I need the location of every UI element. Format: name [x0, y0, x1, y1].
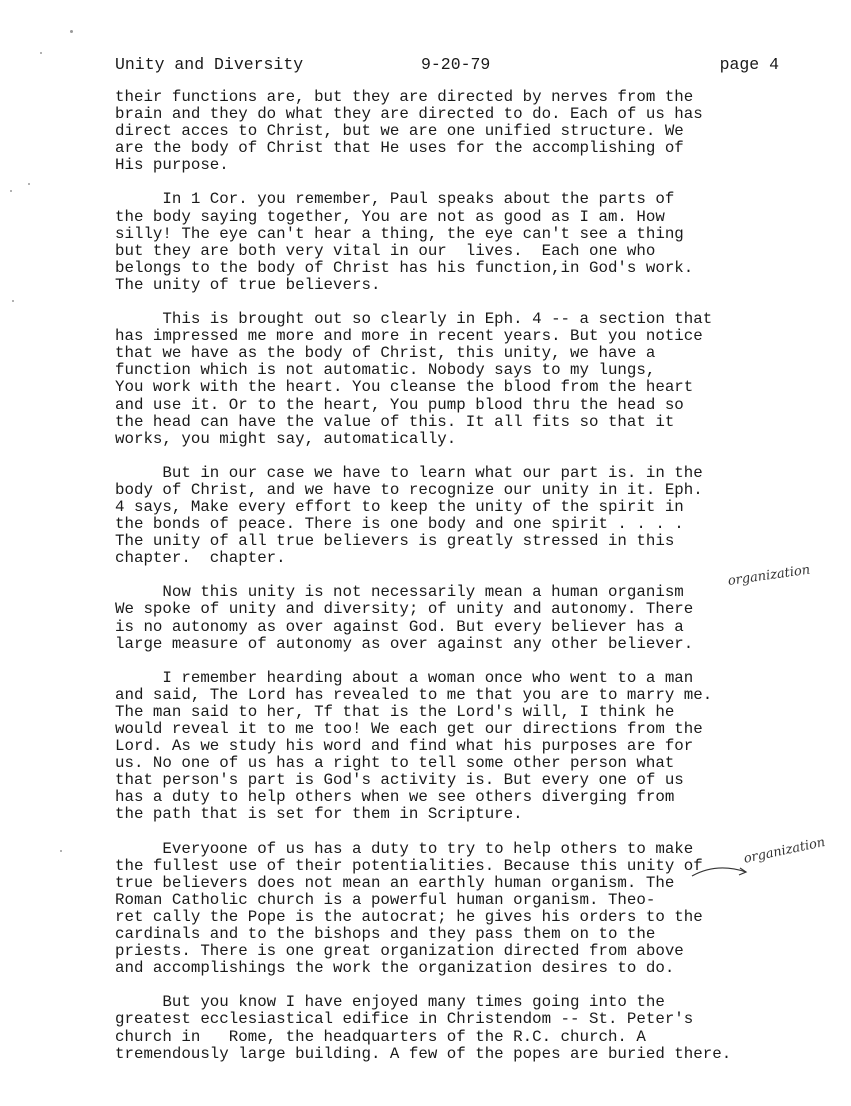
text-line: large measure of autonomy as over against any other believer.: [115, 634, 694, 653]
text-line: priests. There is one great organization directed from above: [115, 942, 684, 961]
text-line: has impressed me more and more in recent years. But you notice: [115, 327, 703, 346]
handwritten-correction: organization: [726, 562, 812, 589]
paragraph: [115, 311, 815, 448]
text-line: has a duty to help others when we see others diverging from: [115, 788, 675, 807]
scan-speck: [60, 850, 62, 852]
text-line: belongs to the body of Christ has his function,in God's work.: [115, 258, 694, 277]
text-line: You work with the heart. You cleanse the blood from the heart: [115, 378, 694, 397]
text-line: church in Rome, the headquarters of the R.C. church. A: [115, 1027, 646, 1046]
paragraph: [115, 191, 815, 294]
text-line: direct acces to Christ, but we are one unified structure. We: [115, 122, 684, 141]
text-line: We spoke of unity and diversity; of unity and autonomy. There: [115, 600, 694, 619]
text-line: His purpose.: [115, 156, 229, 175]
paragraph: [115, 841, 815, 978]
scan-speck: [40, 52, 42, 54]
text-line: greatest ecclesiastical edifice in Christendom -- St. Peter's: [115, 1010, 694, 1029]
text-line: and said, The Lord has revealed to me that you are to marry me.: [115, 685, 713, 704]
text-line: brain and they do what they are directed to do. Each of us has: [115, 105, 703, 124]
text-line: tremendously large building. A few of the popes are buried there.: [115, 1044, 732, 1063]
paragraph: [115, 994, 815, 1062]
text-line: that we have as the body of Christ, this unity, we have a: [115, 344, 656, 363]
text-line: body of Christ, and we have to recognize our unity in it. Eph.: [115, 480, 703, 499]
text-line: the path that is set for them in Scripture.: [115, 805, 523, 824]
handwritten-margin-note: organization: [742, 834, 827, 867]
text-line: the fullest use of their potentialities. Because this unity of: [115, 856, 703, 875]
text-line: Lord. As we study his word and find what his purposes are for: [115, 737, 694, 756]
scan-speck: [70, 30, 73, 33]
text-line: and use it. Or to the heart, You pump blood thru the head so: [115, 395, 684, 414]
text-line: Everyoone of us has a duty to try to help others to make: [115, 839, 694, 858]
text-line: would reveal it to me too! We each get our directions from the: [115, 720, 703, 738]
text-line: their functions are, but they are directed by nerves from the: [115, 88, 694, 106]
text-line: 4 says, Make every effort to keep the unity of the spirit in: [115, 497, 684, 516]
text-line: the bonds of peace. There is one body and one spirit . . . .: [115, 515, 684, 534]
text-line: In 1 Cor. you remember, Paul speaks about the parts of: [115, 190, 675, 209]
text-line: Now this unity is not necessarily mean a human organism: [115, 583, 684, 602]
text-line: is no autonomy as over against God. But every believer has a: [115, 617, 684, 636]
text-line: Roman Catholic church is a powerful human organism. Theo-: [115, 890, 656, 909]
text-line: chapter. chapter.: [115, 549, 286, 568]
text-line: The man said to her, Tf that is the Lord's will, I think he: [115, 702, 675, 721]
paragraph: [115, 89, 815, 174]
text-line: works, you might say, automatically.: [115, 429, 457, 448]
scan-speck: [28, 183, 30, 185]
text-line: I remember hearding about a woman once who went to a man: [115, 668, 694, 687]
text-line: The unity of true believers.: [115, 275, 381, 294]
text-line: ret cally the Pope is the autocrat; he gives his orders to the: [115, 907, 703, 926]
document-body: [115, 89, 815, 1080]
text-line: but they are both very vital in our lives. Each one who: [115, 241, 656, 260]
insertion-mark: [690, 864, 750, 882]
text-line: But in our case we have to learn what our part is. in the: [115, 463, 703, 482]
text-line: true believers does not mean an earthly human organism. The: [115, 873, 675, 892]
text-line: the body saying together, You are not as good as I am. How: [115, 207, 665, 226]
text-line: and accomplishings the work the organization desires to do.: [115, 959, 675, 978]
document-date: 9-20-79: [421, 55, 491, 74]
text-line: the head can have the value of this. It all fits so that it: [115, 412, 675, 431]
scan-speck: [12, 300, 14, 302]
text-line: cardinals and to the bishops and they pass them on to the: [115, 925, 656, 944]
text-line: This is brought out so clearly in Eph. 4 -- a section that: [115, 310, 713, 329]
document-title: Unity and Diversity: [115, 55, 304, 74]
page-header: [115, 54, 785, 76]
text-line: The unity of all true believers is greatly stressed in this: [115, 532, 675, 551]
paragraph: [115, 465, 815, 568]
paragraph: [115, 670, 815, 824]
text-line: But you know I have enjoyed many times going into the: [115, 993, 665, 1012]
paragraph: [115, 584, 815, 652]
text-line: are the body of Christ that He uses for the accomplishing of: [115, 139, 684, 158]
scan-speck: [10, 190, 12, 192]
text-line: function which is not automatic. Nobody says to my lungs,: [115, 361, 656, 380]
text-line: that person's part is God's activity is. But every one of us: [115, 771, 684, 790]
text-line: silly! The eye can't hear a thing, the eye can't see a thing: [115, 224, 684, 243]
page-number: page 4: [719, 55, 779, 74]
text-line: us. No one of us has a right to tell some other person what: [115, 754, 675, 773]
